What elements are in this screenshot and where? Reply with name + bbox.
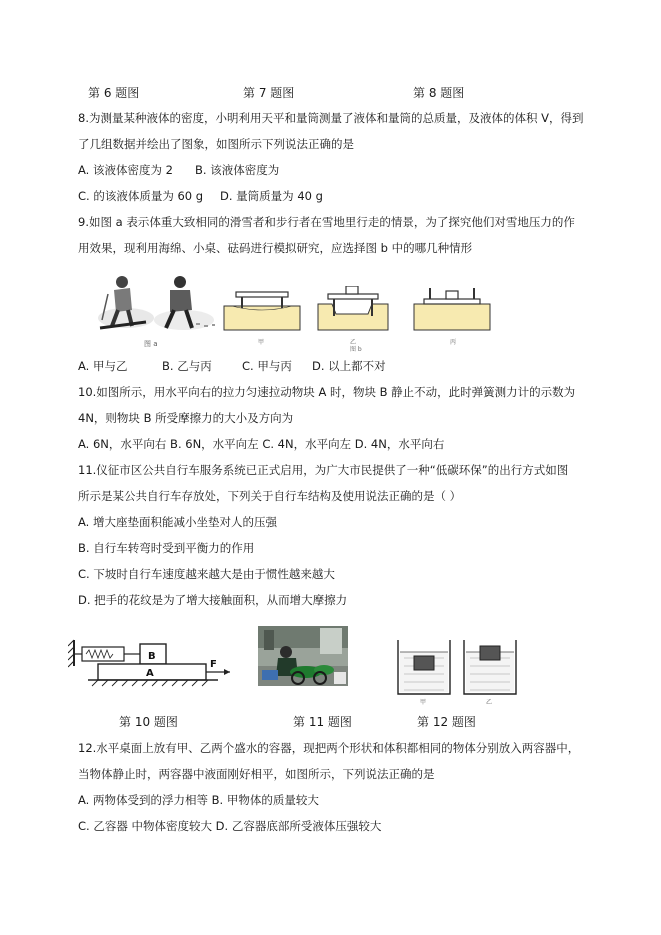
q8-option-c: C. 的该液体质量为 60 g: [78, 189, 204, 203]
caption-fig6: 第 6 题图: [88, 86, 140, 100]
block-b-label: B: [148, 651, 156, 662]
force-f-label: F: [210, 659, 217, 670]
setup-bing: [414, 288, 490, 330]
q9-option-b: B. 乙与丙: [162, 359, 212, 373]
setup-yi: [318, 286, 388, 330]
q9-stem-line2: 用效果，现利用海绵、小桌、砝码进行模拟研究，应选择图 b 中的哪几种情形: [78, 241, 473, 255]
caption-fig8: 第 8 题图: [413, 86, 465, 100]
q9-fig-b-label: 图 b: [350, 346, 362, 352]
q9-figure-a: [96, 270, 220, 350]
q11-option-d: D. 把手的花纹是为了增大接触面积，从而增大摩擦力: [78, 593, 348, 607]
q9-option-c: C. 甲与丙: [242, 359, 292, 373]
block-a-label: A: [146, 668, 154, 679]
container-label-jia: 甲: [420, 699, 427, 706]
q10-stem-line1: 10.如图所示，用水平向右的拉力匀速拉动物块 A 时，物块 B 静止不动，此时弹簧测力计的示数为: [78, 385, 576, 399]
q12-figure: [392, 636, 522, 706]
q12-stem-line2: 当物体静止时，两容器中液面刚好相平，如图所示，下列说法正确的是: [78, 767, 435, 781]
q9-option-a: A. 甲与乙: [78, 359, 128, 373]
container-yi: [464, 640, 516, 694]
setup-label-yi: 乙: [350, 339, 357, 346]
q10-options: A. 6N，水平向右 B. 6N，水平向左 C. 4N，水平向左 D. 4N，水平向右: [78, 437, 445, 451]
setup-jia: [224, 292, 300, 330]
q12-options-cd: C. 乙容器 中物体密度较大 D. 乙容器底部所受液体压强较大: [78, 819, 382, 833]
setup-label-jia: 甲: [258, 339, 265, 346]
q9-option-d: D. 以上都不对: [312, 359, 386, 373]
q9-fig-a-label: 图 a: [144, 340, 158, 348]
q11-option-a: A. 增大座垫面积能减小坐垫对人的压强: [78, 515, 277, 529]
q9-figure-b: [222, 286, 502, 352]
q8-stem-line1: 8.为测量某种液体的密度，小明利用天平和量筒测量了液体和量筒的总质量，及液体的体积 V，得到: [78, 111, 584, 125]
q8-option-b: B. 该液体密度为: [195, 163, 280, 177]
q11-option-c: C. 下坡时自行车速度越来越大是由于惯性越来越大: [78, 567, 335, 581]
q8-option-a: A. 该液体密度为 2: [78, 163, 173, 177]
q11-stem-line2: 所示是某公共自行车存放处，下列关于自行车结构及使用说法正确的是（ ）: [78, 489, 462, 503]
setup-label-bing: 丙: [450, 339, 457, 346]
container-jia: [398, 640, 450, 694]
container-label-yi: 乙: [486, 699, 493, 706]
caption-fig12: 第 12 题图: [417, 715, 476, 729]
q9-stem-line1: 9.如图 a 表示体重大致相同的滑雪者和步行者在雪地里行走的情景，为了探究他们对雪地压力的作: [78, 215, 575, 229]
q8-option-d: D. 量筒质量为 40 g: [220, 189, 323, 203]
q10-figure: [68, 636, 238, 696]
q10-stem-line2: 4N，则物块 B 所受摩擦力的大小及方向为: [78, 411, 294, 425]
q8-stem-line2: 了几组数据并绘出了图象，如图所示下列说法正确的是: [78, 137, 354, 151]
caption-fig11: 第 11 题图: [293, 715, 352, 729]
caption-fig10: 第 10 题图: [119, 715, 178, 729]
q12-options-ab: A. 两物体受到的浮力相等 B. 甲物体的质量较大: [78, 793, 319, 807]
q11-photo: [258, 626, 348, 686]
q11-stem-line1: 11.仪征市区公共自行车服务系统已正式启用，为广大市民提供了一种“低碳环保”的出行方式如图: [78, 463, 569, 477]
q11-option-b: B. 自行车转弯时受到平衡力的作用: [78, 541, 255, 555]
q12-stem-line1: 12.水平桌面上放有甲、乙两个盛水的容器，现把两个形状和体积都相同的物体分别放入两容器中，: [78, 741, 580, 755]
caption-fig7: 第 7 题图: [243, 86, 295, 100]
